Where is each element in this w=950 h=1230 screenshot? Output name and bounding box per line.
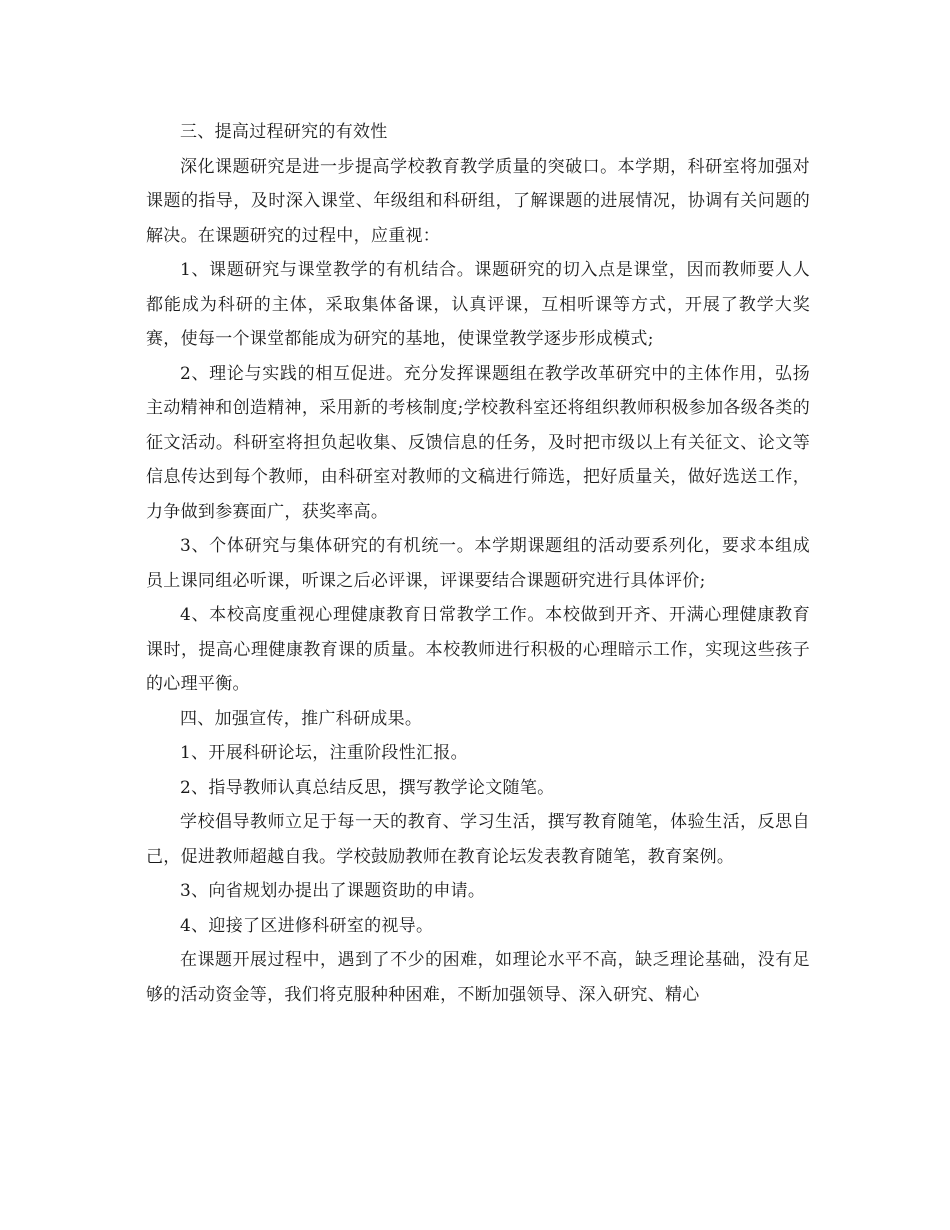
list-item: 4、迎接了区进修科研室的视导。	[180, 915, 434, 936]
list-item: 4、本校高度重视心理健康教育日常教学工作。本校做到开齐、开满心理健康教育课时，提高心理健康教育课的质量。本校教师进行积极的心理暗示工作，实现这些孩子的心理平衡。	[146, 605, 810, 694]
list-item: 2、理论与实践的相互促进。充分发挥课题组在教学改革研究中的主体作用，弘扬主动精神和创造精神，采用新的考核制度;学校教科室还将组织教师积极参加各级各类的征文活动。科研室将担负起收集、反馈信息的任务，及时把市级以上有关征文、论文等信息传达到每个教师，由科研室对教师的文稿进行筛选，把好质量关，做好选送工作，力争做到参赛面广，获奖率高。	[146, 363, 810, 522]
list-item: 2、指导教师认真总结反思，撰写教学论文随笔。	[180, 777, 555, 798]
document-body	[146, 115, 810, 1012]
list-item: 3、个体研究与集体研究的有机统一。本学期课题组的活动要系列化，要求本组成员上课同组必听课，听课之后必评课，评课要结合课题研究进行具体评价;	[146, 536, 810, 591]
body-paragraph: 深化课题研究是进一步提高学校教育教学质量的突破口。本学期，科研室将加强对课题的指导，及时深入课堂、年级组和科研组，了解课题的进展情况，协调有关问题的解决。在课题研究的过程中，应重视：	[146, 156, 810, 246]
list-item: 3、向省规划办提出了课题资助的申请。	[180, 881, 486, 901]
section-heading-4: 四、加强宣传，推广科研成果。	[180, 708, 423, 729]
list-item: 1、课题研究与课堂教学的有机结合。课题研究的切入点是课堂，因而教师要人人都能成为科研的主体，采取集体备课，认真评课，互相听课等方式，开展了教学大奖赛，使每一个课堂都能成为研究的基地，使课堂教学逐步形成模式;	[146, 260, 810, 349]
body-paragraph: 学校倡导教师立足于每一天的教育、学习生活，撰写教育随笔，体验生活，反思自己，促进教师超越自我。学校鼓励教师在教育论坛发表教育随笔，教育案例。	[146, 812, 810, 867]
list-item: 1、开展科研论坛，注重阶段性汇报。	[180, 743, 468, 763]
body-paragraph: 在课题开展过程中，遇到了不少的困难，如理论水平不高，缺乏理论基础，没有足够的活动资金等，我们将克服种种困难，不断加强领导、深入研究、精心	[146, 950, 810, 1005]
section-heading-3: 三、提高过程研究的有效性	[180, 122, 388, 142]
